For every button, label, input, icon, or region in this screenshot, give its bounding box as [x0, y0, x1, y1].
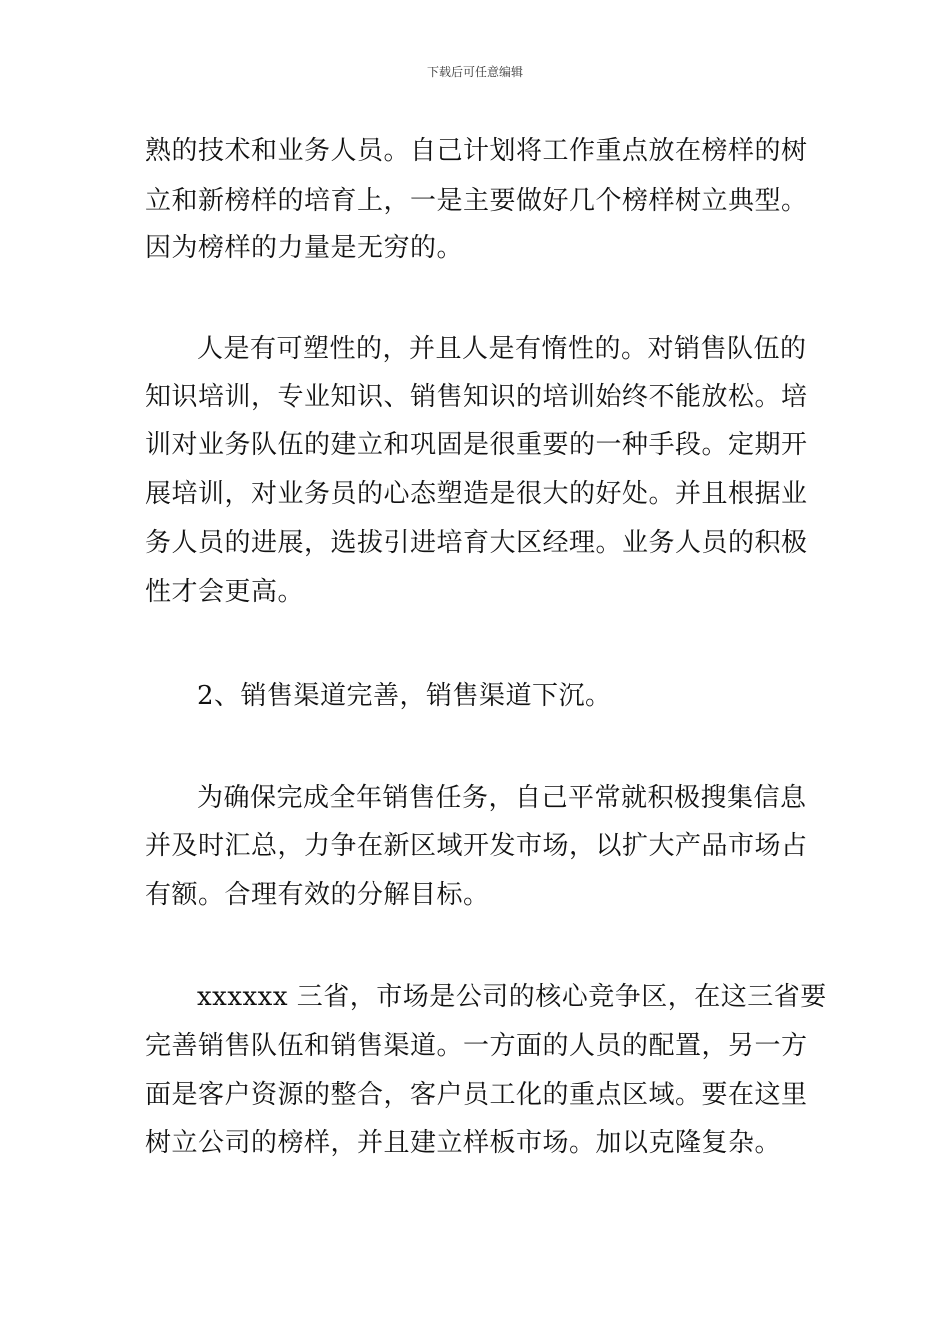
paragraph-line: 训对业务队伍的建立和巩固是很重要的一种手段。定期开: [145, 430, 808, 460]
paragraph-line: 面是客户资源的整合，客户员工化的重点区域。要在这里: [145, 1080, 808, 1110]
paragraph-line: 为确保完成全年销售任务，自己平常就积极搜集信息: [197, 783, 807, 813]
paragraph-line: xxxxxx 三省，市场是公司的核心竞争区，在这三省要: [197, 982, 827, 1012]
paragraph-line: 知识培训，专业知识、销售知识的培训始终不能放松。培: [145, 382, 808, 412]
paragraph-line: 性才会更高。: [145, 577, 305, 607]
paragraph-line: 熟的技术和业务人员。自己计划将工作重点放在榜样的树: [145, 136, 808, 166]
page-header-note: 下载后可任意编辑: [426, 65, 523, 79]
paragraph-line: 务人员的进展，选拔引进培育大区经理。业务人员的积极: [145, 528, 808, 558]
paragraph-line: 立和新榜样的培育上，一是主要做好几个榜样树立典型。: [145, 186, 808, 216]
paragraph-line: 因为榜样的力量是无穷的。: [145, 233, 464, 263]
paragraph-line: 展培训，对业务员的心态塑造是很大的好处。并且根据业: [145, 479, 808, 509]
paragraph-line: 树立公司的榜样，并且建立样板市场。加以克隆复杂。: [145, 1128, 782, 1158]
section-heading: 2、销售渠道完善，销售渠道下沉。: [197, 681, 612, 711]
paragraph-line: 并及时汇总，力争在新区域开发市场，以扩大产品市场占: [145, 831, 808, 861]
paragraph-line: 人是有可塑性的，并且人是有惰性的。对销售队伍的: [197, 334, 807, 364]
paragraph-line: 完善销售队伍和销售渠道。一方面的人员的配置，另一方: [145, 1031, 808, 1061]
paragraph-line: 有额。合理有效的分解目标。: [145, 880, 490, 910]
